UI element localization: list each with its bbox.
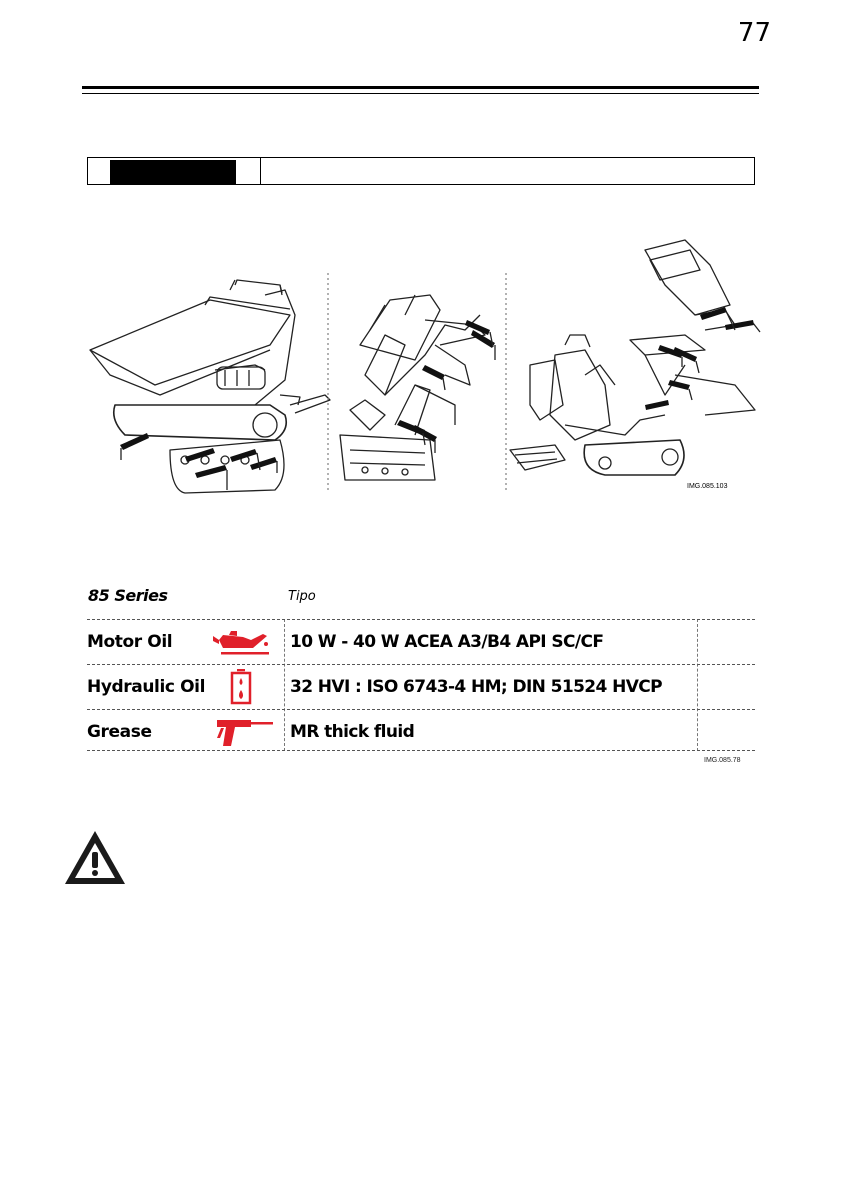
page-number: 77 [737, 18, 771, 48]
lubrication-points-illustration [85, 235, 765, 500]
lubricant-spec: MR thick fluid [290, 722, 415, 742]
header-rule-thin [82, 93, 759, 94]
section-divider [260, 158, 261, 184]
series-title: 85 Series [88, 586, 168, 605]
lubricants-table [87, 619, 755, 751]
grease-gun-icon [211, 716, 273, 748]
lubricant-spec: 32 HVI : ISO 6743-4 HM; DIN 51524 HVCP [290, 677, 663, 697]
section-tag-block [110, 160, 236, 184]
lubricant-name: Hydraulic Oil [87, 677, 205, 697]
table-row [87, 709, 755, 751]
type-label: Tipo [288, 589, 316, 604]
hydraulic-oil-icon [211, 669, 273, 705]
lubricant-name: Grease [87, 722, 152, 742]
figure-code-table: IMG.085.78 [704, 757, 741, 764]
raised-skip-view [510, 240, 755, 475]
header-rule [82, 86, 759, 89]
lubricant-spec: 10 W - 40 W ACEA A3/B4 API SC/CF [290, 632, 604, 652]
section-heading-bar [87, 157, 755, 185]
table-row [87, 664, 755, 709]
dumper-side-view [90, 280, 330, 493]
table-row [87, 619, 755, 664]
figure-code-top: IMG.085.103 [687, 483, 728, 490]
oil-can-icon [211, 626, 273, 658]
warning-triangle-icon [62, 828, 128, 888]
loader-arm-view [340, 295, 485, 480]
lubricant-name: Motor Oil [87, 632, 173, 652]
